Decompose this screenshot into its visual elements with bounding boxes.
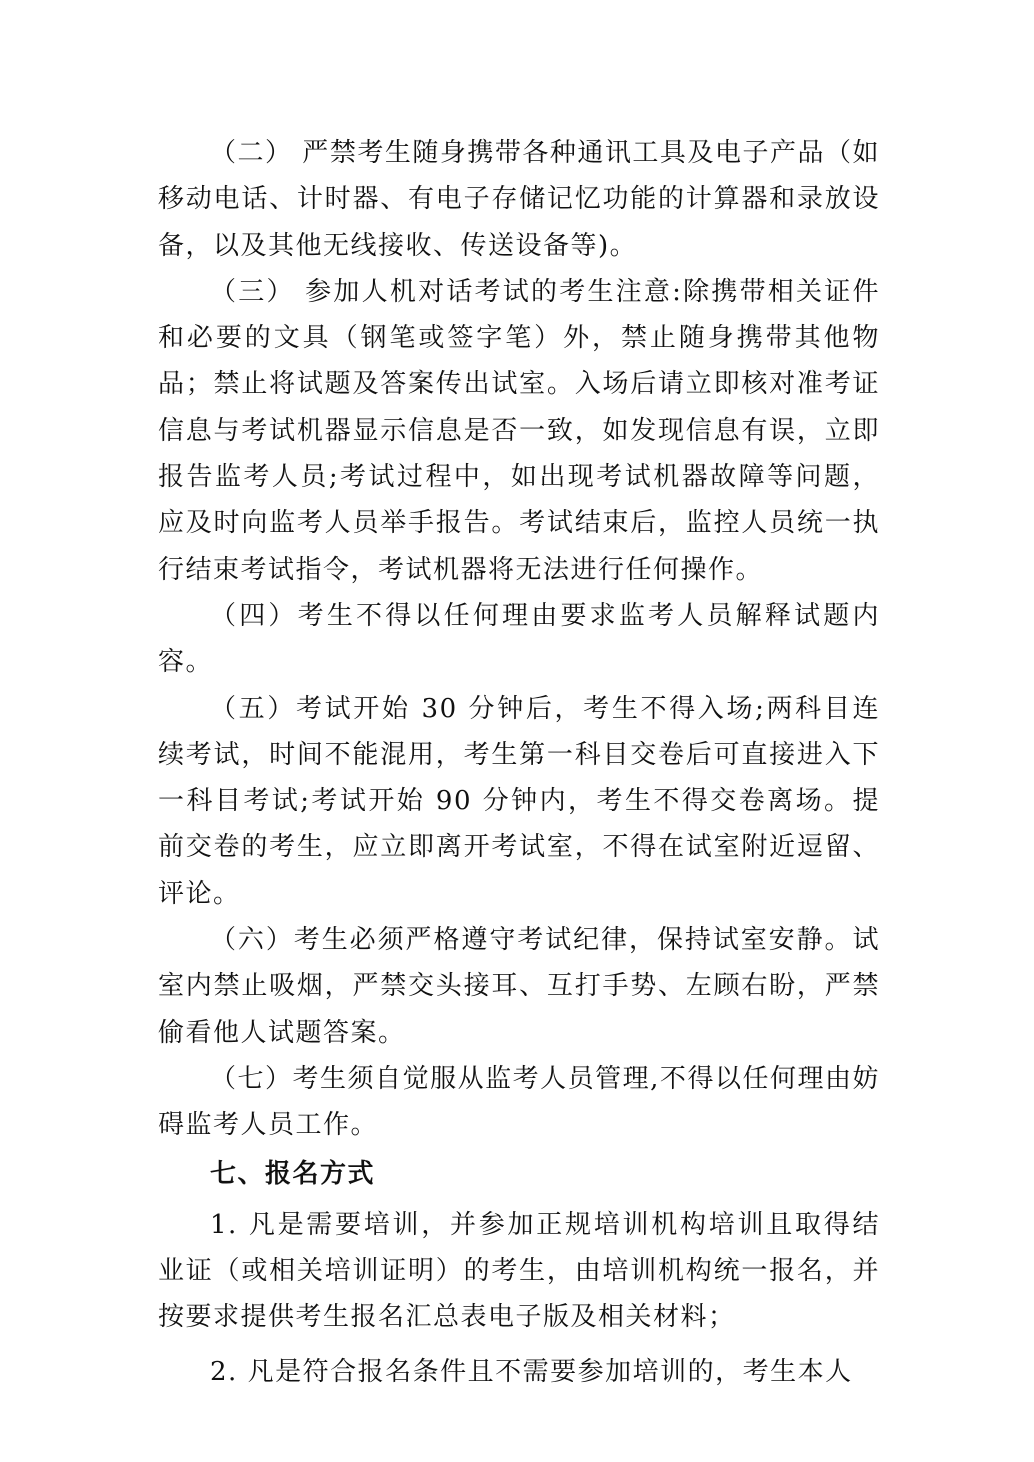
paragraph-rule-7: （七）考生须自觉服从监考人员管理,不得以任何理由妨碍监考人员工作。 — [158, 1063, 880, 1141]
registration-item-1: 1. 凡是需要培训，并参加正规培训机构培训且取得结业证（或相关培训证明）的考生，由培训机构统一报名，并按要求提供考生报名汇总表电子版及相关材料； — [158, 1209, 880, 1333]
paragraph-rule-6: （六）考生必须严格遵守考试纪律，保持试室安静。试室内禁止吸烟，严禁交头接耳、互打手势、左顾右盼，严禁偷看他人试题答案。 — [158, 925, 880, 1048]
document-body — [158, 130, 880, 1395]
paragraph-rule-2: （二） 严禁考生随身携带各种通讯工具及电子产品（如移动电话、计时器、有电子存储记忆功能的计算器和录放设备，以及其他无线接收、传送设备等)。 — [158, 138, 880, 261]
section-heading-registration: 七、报名方式 — [210, 1158, 376, 1189]
paragraph-rule-5: （五）考试开始 30 分钟后，考生不得入场;两科目连续考试，时间不能混用，考生第一科目交卷后可直接进入下一科目考试;考试开始 90 分钟内，考生不得交卷离场。提前交卷的考生，应立即离开考试室，不得在试室附近逗留、评论。 — [158, 693, 880, 909]
paragraph-rule-4: （四）考生不得以任何理由要求监考人员解释试题内容。 — [158, 600, 880, 678]
paragraph-rule-3: （三） 参加人机对话考试的考生注意:除携带相关证件和必要的文具（钢笔或签字笔）外，禁止随身携带其他物品；禁止将试题及答案传出试室。入场后请立即核对准考证信息与考试机器显示信息是否一致，如发现信息有误，立即报告监考人员;考试过程中，如出现考试机器故障等问题，应及时向监考人员举手报告。考试结束后，监控人员统一执行结束考试指令，考试机器将无法进行任何操作。 — [158, 276, 880, 585]
registration-item-2: 2. 凡是符合报名条件且不需要参加培训的，考生本人 — [210, 1356, 853, 1387]
